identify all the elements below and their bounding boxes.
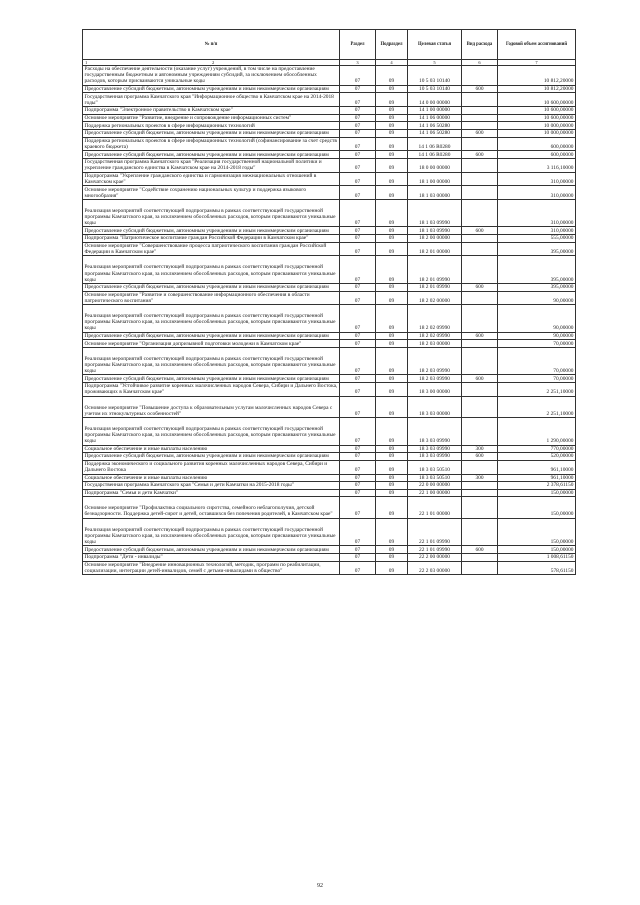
row-name-cell: Основное мероприятие "Совершенствование процесса патриотического воспитания граждан Российской Федерации в Камчатском крае": [83, 242, 340, 256]
row-target-cell: 22 1 01 09990: [408, 546, 462, 554]
row-target-cell: 10 5 03 10140: [408, 85, 462, 93]
row-subsection-cell: 09: [376, 200, 408, 227]
row-subsection-cell: 09: [376, 482, 408, 490]
row-amount-cell: 2 378,61150: [498, 482, 576, 490]
header-expense-type: Вид расхода: [462, 30, 498, 60]
row-amount-cell: 2 251,10000: [498, 383, 576, 397]
row-section-cell: 07: [340, 375, 376, 383]
column-number: 7: [498, 60, 576, 66]
row-subsection-cell: 09: [376, 340, 408, 348]
budget-table: [82, 29, 576, 575]
table-row: [83, 242, 576, 256]
row-subsection-cell: 09: [376, 122, 408, 130]
row-expense-type-cell: 600: [462, 332, 498, 340]
row-amount-cell: 150,00000: [498, 518, 576, 545]
column-number: 3: [340, 60, 376, 66]
row-name-cell: Подпрограмма "Электронное правительство в Камчатском крае": [83, 107, 340, 115]
column-number: 6: [462, 60, 498, 66]
row-name-cell: Реализация мероприятий соответствующей подпрограммы в рамках соответствующей государственной программы Камчатского края, за исключением обособленных расходов, которым присваиваются уникальные коды: [83, 200, 340, 227]
row-subsection-cell: 09: [376, 553, 408, 561]
row-section-cell: 07: [340, 137, 376, 151]
row-section-cell: 07: [340, 291, 376, 305]
row-name-cell: Основное мероприятие "Профилактика социального сиротства, семейного неблагополучия, детской безнадзорности. Поддержка детей-сирот и детей, оставшихся без попечения родителей, в Камчатском крае": [83, 497, 340, 518]
row-name-cell: Основное мероприятие "Повышение доступа к образовательным услугам малочисленных народов Севера с учетом их этнокультурных особенностей": [83, 396, 340, 417]
row-subsection-cell: 09: [376, 445, 408, 453]
row-amount-cell: 90,00000: [498, 332, 576, 340]
row-section-cell: 07: [340, 332, 376, 340]
row-expense-type-cell: [462, 489, 498, 497]
row-target-cell: 18 1 03 09990: [408, 200, 462, 227]
row-name-cell: Предоставление субсидий бюджетным, автономным учреждениям и иным некоммерческим организациям: [83, 130, 340, 138]
row-target-cell: 18 2 03 09990: [408, 375, 462, 383]
row-name-cell: Основное мероприятие "Содействие сохранению национальных культур и поддержка языкового многообразия": [83, 186, 340, 200]
column-number-2: 2: [212, 60, 215, 65]
row-amount-cell: 310,00000: [498, 227, 576, 235]
table-row: [83, 158, 576, 172]
row-expense-type-cell: [462, 482, 498, 490]
row-target-cell: 18 2 01 00000: [408, 242, 462, 256]
table-row: [83, 460, 576, 474]
row-target-cell: 22 1 01 09990: [408, 518, 462, 545]
table-row: [83, 122, 576, 130]
row-expense-type-cell: [462, 418, 498, 445]
row-subsection-cell: 09: [376, 497, 408, 518]
row-section-cell: 07: [340, 66, 376, 86]
row-subsection-cell: 09: [376, 347, 408, 374]
row-name-cell: Предоставление субсидий бюджетным, автономным учреждениям и иным некоммерческим организациям: [83, 283, 340, 291]
row-name-cell: Подпрограмма "Устойчивое развитие коренных малочисленных народов Севера, Сибири и Дальнего Востока, проживающих в Камчатском крае": [83, 383, 340, 397]
row-target-cell: 14 1 06 R0280: [408, 151, 462, 159]
row-name-cell: Предоставление субсидий бюджетным, автономным учреждениям и иным некоммерческим организациям: [83, 85, 340, 93]
header-target: Целевая статья: [408, 30, 462, 60]
row-section-cell: 07: [340, 114, 376, 122]
row-section-cell: 07: [340, 347, 376, 374]
row-amount-cell: 10 600,00000: [498, 107, 576, 115]
row-subsection-cell: 09: [376, 235, 408, 243]
row-amount-cell: 1 008,61150: [498, 553, 576, 561]
row-name-cell: Государственная программа Камчатского края "Реализация государственной национальной политики и укрепление гражданского единства в Камчатском крае на 2014-2018 годы": [83, 158, 340, 172]
row-subsection-cell: 09: [376, 518, 408, 545]
row-target-cell: 14 0 00 00000: [408, 93, 462, 107]
row-subsection-cell: 09: [376, 256, 408, 283]
row-amount-cell: 310,00000: [498, 172, 576, 186]
table-row: [83, 396, 576, 417]
table-row: [83, 375, 576, 383]
row-section-cell: 07: [340, 283, 376, 291]
row-section-cell: 07: [340, 151, 376, 159]
table-row: [83, 482, 576, 490]
row-expense-type-cell: 600: [462, 283, 498, 291]
row-expense-type-cell: [462, 93, 498, 107]
row-name-cell: Предоставление субсидий бюджетным, автономным учреждениям и иным некоммерческим организациям: [83, 375, 340, 383]
row-target-cell: 18 3 03 00000: [408, 396, 462, 417]
row-amount-cell: 961,10000: [498, 460, 576, 474]
table-row: [83, 497, 576, 518]
row-section-cell: 07: [340, 497, 376, 518]
row-expense-type-cell: [462, 200, 498, 227]
row-amount-cell: 150,00000: [498, 489, 576, 497]
row-target-cell: 14 1 06 50280: [408, 122, 462, 130]
row-amount-cell: 2 251,10000: [498, 396, 576, 417]
row-subsection-cell: 09: [376, 172, 408, 186]
row-expense-type-cell: 600: [462, 227, 498, 235]
row-subsection-cell: 09: [376, 186, 408, 200]
row-target-cell: 18 2 01 09990: [408, 283, 462, 291]
header-name: № п/п: [83, 30, 340, 60]
column-number: 5: [408, 60, 462, 66]
row-target-cell: 22 2 00 00000: [408, 553, 462, 561]
row-expense-type-cell: [462, 186, 498, 200]
row-subsection-cell: 09: [376, 546, 408, 554]
row-section-cell: 07: [340, 256, 376, 283]
table-row: [83, 66, 576, 86]
row-subsection-cell: 09: [376, 283, 408, 291]
row-subsection-cell: 09: [376, 453, 408, 461]
row-name-cell: Основное мероприятие "Развитие, внедрение и сопровождение информационных систем": [83, 114, 340, 122]
row-subsection-cell: 09: [376, 474, 408, 482]
row-target-cell: 22 2 03 00000: [408, 561, 462, 575]
row-expense-type-cell: [462, 340, 498, 348]
table-row: [83, 445, 576, 453]
row-amount-cell: 70,00000: [498, 375, 576, 383]
row-amount-cell: 3 116,10000: [498, 158, 576, 172]
row-name-cell: Основное мероприятие "Организация допризывной подготовки молодежи в Камчатском крае": [83, 340, 340, 348]
row-target-cell: 18 2 02 00000: [408, 291, 462, 305]
row-name-cell: Реализация мероприятий соответствующей подпрограммы в рамках соответствующей государственной программы Камчатского края, за исключением обособленных расходов, которым присваиваются уникальные коды: [83, 418, 340, 445]
row-section-cell: 07: [340, 383, 376, 397]
row-name-cell: Подпрограмма "Укрепление гражданского единства и гармонизация межнациональных отношений в Камчатском крае": [83, 172, 340, 186]
table-row: [83, 130, 576, 138]
row-expense-type-cell: 600: [462, 85, 498, 93]
row-target-cell: 18 2 02 09990: [408, 332, 462, 340]
row-name-cell: Подпрограмма "Дети - инвалиды": [83, 553, 340, 561]
table-row: [83, 235, 576, 243]
row-target-cell: 22 1 01 00000: [408, 497, 462, 518]
row-expense-type-cell: [462, 172, 498, 186]
row-subsection-cell: 09: [376, 418, 408, 445]
row-target-cell: 18 3 00 00000: [408, 383, 462, 397]
table-row: [83, 200, 576, 227]
row-expense-type-cell: [462, 107, 498, 115]
row-amount-cell: 395,00000: [498, 283, 576, 291]
column-number: 4: [376, 60, 408, 66]
table-row: [83, 93, 576, 107]
header-amount: Годовой объем ассигнований: [498, 30, 576, 60]
row-expense-type-cell: [462, 158, 498, 172]
table-row: [83, 340, 576, 348]
row-section-cell: 07: [340, 474, 376, 482]
row-expense-type-cell: [462, 137, 498, 151]
row-expense-type-cell: [462, 497, 498, 518]
row-section-cell: 07: [340, 107, 376, 115]
row-expense-type-cell: [462, 256, 498, 283]
row-target-cell: 14 1 06 R0280: [408, 137, 462, 151]
table-row: [83, 151, 576, 159]
row-expense-type-cell: 300: [462, 474, 498, 482]
row-target-cell: 18 2 02 09990: [408, 305, 462, 332]
row-subsection-cell: 09: [376, 291, 408, 305]
row-expense-type-cell: 600: [462, 151, 498, 159]
row-section-cell: 07: [340, 130, 376, 138]
row-target-cell: 18 2 00 00000: [408, 235, 462, 243]
table-row: [83, 489, 576, 497]
row-name-cell: Основное мероприятие "Внедрение инновационных технологий, методик, программ по реабилитации, социализации, интеграции детей-инвалидов, семей с детьми-инвалидами в общество": [83, 561, 340, 575]
row-expense-type-cell: [462, 518, 498, 545]
row-amount-cell: 600,00000: [498, 151, 576, 159]
row-name-cell: Поддержка региональных проектов в сфере информационных технологий: [83, 122, 340, 130]
row-expense-type-cell: [462, 396, 498, 417]
row-expense-type-cell: 300: [462, 445, 498, 453]
row-section-cell: 07: [340, 396, 376, 417]
table-row: [83, 453, 576, 461]
row-section-cell: 07: [340, 546, 376, 554]
row-amount-cell: 70,00000: [498, 347, 576, 374]
table-row: [83, 474, 576, 482]
table-row: [83, 561, 576, 575]
row-subsection-cell: 09: [376, 137, 408, 151]
row-expense-type-cell: [462, 291, 498, 305]
row-expense-type-cell: [462, 66, 498, 86]
table-row: [83, 418, 576, 445]
row-subsection-cell: 09: [376, 93, 408, 107]
row-section-cell: 07: [340, 340, 376, 348]
row-amount-cell: 10 000,00000: [498, 130, 576, 138]
row-name-cell: Социальное обеспечение и иные выплаты населению: [83, 474, 340, 482]
row-expense-type-cell: [462, 235, 498, 243]
row-subsection-cell: 09: [376, 489, 408, 497]
row-subsection-cell: 09: [376, 85, 408, 93]
column-number-1: 1: [85, 60, 88, 65]
row-expense-type-cell: [462, 553, 498, 561]
row-section-cell: 07: [340, 227, 376, 235]
table-row: [83, 227, 576, 235]
row-target-cell: 18 2 03 09990: [408, 347, 462, 374]
row-amount-cell: 1 290,00000: [498, 418, 576, 445]
table-header-row: [83, 30, 576, 60]
row-name-cell: Предоставление субсидий бюджетным, автономным учреждениям и иным некоммерческим организациям: [83, 453, 340, 461]
row-amount-cell: 150,00000: [498, 546, 576, 554]
row-amount-cell: 70,00000: [498, 340, 576, 348]
row-subsection-cell: 09: [376, 305, 408, 332]
row-expense-type-cell: 600: [462, 453, 498, 461]
row-target-cell: 18 2 01 09990: [408, 256, 462, 283]
row-expense-type-cell: 600: [462, 130, 498, 138]
table-row: [83, 107, 576, 115]
row-subsection-cell: 09: [376, 151, 408, 159]
row-name-cell: Государственная программа Камчатского края "Информационное общество в Камчатском крае на 2014-2018 годы": [83, 93, 340, 107]
row-target-cell: 14 1 06 50280: [408, 130, 462, 138]
header-section: Раздел: [340, 30, 376, 60]
row-amount-cell: 555,00000: [498, 235, 576, 243]
row-name-cell: Реализация мероприятий соответствующей подпрограммы в рамках соответствующей государственной программы Камчатского края, за исключением обособленных расходов, которым присваиваются уникальные коды: [83, 347, 340, 374]
row-section-cell: 07: [340, 305, 376, 332]
row-subsection-cell: 09: [376, 66, 408, 86]
row-section-cell: 07: [340, 561, 376, 575]
row-target-cell: 10 5 03 10140: [408, 66, 462, 86]
row-name-cell: Реализация мероприятий соответствующей подпрограммы в рамках соответствующей государственной программы Камчатского края, за исключением обособленных расходов, которым присваиваются уникальные коды: [83, 518, 340, 545]
row-amount-cell: 600,00000: [498, 137, 576, 151]
row-name-cell: Государственная программа Камчатского края "Семья и дети Камчатки на 2015-2018 годы": [83, 482, 340, 490]
row-amount-cell: 90,00000: [498, 291, 576, 305]
row-target-cell: 18 3 03 09990: [408, 418, 462, 445]
row-amount-cell: 90,00000: [498, 305, 576, 332]
row-target-cell: 14 1 06 00000: [408, 114, 462, 122]
row-section-cell: 07: [340, 553, 376, 561]
row-target-cell: 22 0 00 00000: [408, 482, 462, 490]
table-row: [83, 256, 576, 283]
row-expense-type-cell: [462, 122, 498, 130]
row-subsection-cell: 09: [376, 460, 408, 474]
row-amount-cell: 310,00000: [498, 186, 576, 200]
table-row: [83, 85, 576, 93]
row-amount-cell: 520,00000: [498, 453, 576, 461]
row-section-cell: 07: [340, 445, 376, 453]
header-subsection: Подраздел: [376, 30, 408, 60]
row-name-cell: Основное мероприятие "Развитие и совершенствование информационного обеспечения в области патриотического воспитания": [83, 291, 340, 305]
row-section-cell: 07: [340, 200, 376, 227]
table-row: [83, 172, 576, 186]
row-name-cell: Подпрограмма "Семья и дети Камчатки": [83, 489, 340, 497]
row-expense-type-cell: [462, 460, 498, 474]
row-expense-type-cell: 600: [462, 375, 498, 383]
row-subsection-cell: 09: [376, 375, 408, 383]
row-section-cell: 07: [340, 418, 376, 445]
row-name-cell: Предоставление субсидий бюджетным, автономным учреждениям и иным некоммерческим организациям: [83, 332, 340, 340]
row-amount-cell: 10 600,00000: [498, 93, 576, 107]
row-subsection-cell: 09: [376, 227, 408, 235]
row-target-cell: 18 0 00 00000: [408, 158, 462, 172]
page-number: 92: [317, 883, 323, 889]
row-name-cell: Реализация мероприятий соответствующей подпрограммы в рамках соответствующей государственной программы Камчатского края, за исключением обособленных расходов, которым присваиваются уникальные коды: [83, 256, 340, 283]
row-subsection-cell: 09: [376, 114, 408, 122]
row-expense-type-cell: [462, 383, 498, 397]
row-expense-type-cell: [462, 561, 498, 575]
row-section-cell: 07: [340, 518, 376, 545]
row-expense-type-cell: [462, 114, 498, 122]
row-target-cell: 18 1 00 00000: [408, 172, 462, 186]
row-subsection-cell: 09: [376, 396, 408, 417]
row-name-cell: Расходы на обеспечение деятельности (оказание услуг) учреждений, в том числе на предоставление государственным бюджетным и автономным учреждениям субсидий, за исключением обособленных расходов, которым присваиваются уникальные коды: [83, 66, 340, 86]
table-row: [83, 186, 576, 200]
row-amount-cell: 10 812,20000: [498, 85, 576, 93]
table-row: [83, 291, 576, 305]
row-target-cell: 18 3 03 50510: [408, 474, 462, 482]
row-section-cell: 07: [340, 93, 376, 107]
row-name-cell: Предоставление субсидий бюджетным, автономным учреждениям и иным некоммерческим организациям: [83, 151, 340, 159]
row-amount-cell: 578,61150: [498, 561, 576, 575]
row-amount-cell: 770,00000: [498, 445, 576, 453]
row-name-cell: Поддержка экономического и социального развития коренных малочисленных народов Севера, Сибири и Дальнего Востока: [83, 460, 340, 474]
row-subsection-cell: 09: [376, 332, 408, 340]
row-name-cell: Предоставление субсидий бюджетным, автономным учреждениям и иным некоммерческим организациям: [83, 227, 340, 235]
row-amount-cell: 150,00000: [498, 497, 576, 518]
row-expense-type-cell: [462, 242, 498, 256]
row-target-cell: 18 1 03 00000: [408, 186, 462, 200]
row-subsection-cell: 09: [376, 107, 408, 115]
table-row: [83, 283, 576, 291]
row-target-cell: 18 2 03 00000: [408, 340, 462, 348]
row-section-cell: 07: [340, 235, 376, 243]
row-amount-cell: 10 000,00000: [498, 122, 576, 130]
row-subsection-cell: 09: [376, 242, 408, 256]
row-target-cell: 14 1 00 00000: [408, 107, 462, 115]
table-row: [83, 518, 576, 545]
row-section-cell: 07: [340, 489, 376, 497]
row-target-cell: 18 3 03 09990: [408, 453, 462, 461]
row-name-cell: Реализация мероприятий соответствующей подпрограммы в рамках соответствующей государственной программы Камчатского края, за исключением обособленных расходов, которым присваиваются уникальные коды: [83, 305, 340, 332]
row-section-cell: 07: [340, 482, 376, 490]
row-target-cell: 18 1 03 09990: [408, 227, 462, 235]
row-amount-cell: 395,00000: [498, 256, 576, 283]
table-row: [83, 553, 576, 561]
row-section-cell: 07: [340, 122, 376, 130]
row-amount-cell: 10 812,20000: [498, 66, 576, 86]
row-target-cell: 18 3 03 09990: [408, 445, 462, 453]
row-section-cell: 07: [340, 460, 376, 474]
row-subsection-cell: 09: [376, 130, 408, 138]
row-section-cell: 07: [340, 158, 376, 172]
row-subsection-cell: 09: [376, 561, 408, 575]
row-section-cell: 07: [340, 85, 376, 93]
row-amount-cell: 395,00000: [498, 242, 576, 256]
row-name-cell: Предоставление субсидий бюджетным, автономным учреждениям и иным некоммерческим организациям: [83, 546, 340, 554]
row-subsection-cell: 09: [376, 158, 408, 172]
table-row: [83, 383, 576, 397]
row-name-cell: Подпрограмма "Патриотическое воспитание граждан Российской Федерации в Камчатском крае": [83, 235, 340, 243]
table-row: [83, 546, 576, 554]
row-target-cell: 18 3 03 50510: [408, 460, 462, 474]
table-row: [83, 137, 576, 151]
table-body: [83, 66, 576, 575]
row-section-cell: 07: [340, 172, 376, 186]
row-name-cell: Поддержка региональных проектов в сфере информационных технологий (софинансирование за счет средств краевого бюджета): [83, 137, 340, 151]
row-subsection-cell: 09: [376, 383, 408, 397]
table-row: [83, 305, 576, 332]
table-row: [83, 114, 576, 122]
row-target-cell: 22 1 00 00000: [408, 489, 462, 497]
row-section-cell: 07: [340, 242, 376, 256]
row-expense-type-cell: [462, 347, 498, 374]
row-expense-type-cell: 600: [462, 546, 498, 554]
table-row: [83, 347, 576, 374]
row-section-cell: 07: [340, 453, 376, 461]
row-amount-cell: 961,10000: [498, 474, 576, 482]
row-expense-type-cell: [462, 305, 498, 332]
row-amount-cell: 310,00000: [498, 200, 576, 227]
row-name-cell: Социальное обеспечение и иные выплаты населению: [83, 445, 340, 453]
row-section-cell: 07: [340, 186, 376, 200]
row-amount-cell: 10 600,00000: [498, 114, 576, 122]
table-row: [83, 332, 576, 340]
